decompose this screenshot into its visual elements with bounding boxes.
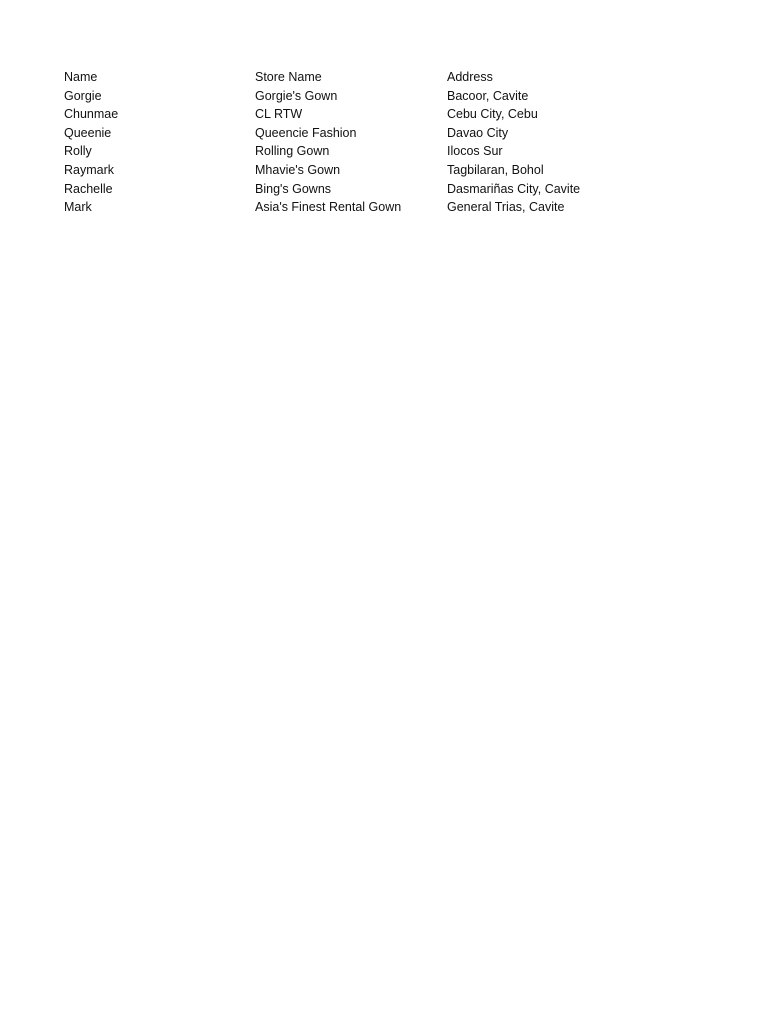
cell-store-name: Bing's Gowns [255, 181, 332, 196]
cell-store-name: CL RTW [255, 107, 303, 122]
cell-name: Mark [64, 200, 92, 215]
table-row [64, 198, 704, 217]
cell-store-name: Asia's Finest Rental Gown [255, 200, 402, 215]
cell-address: Ilocos Sur [447, 144, 503, 159]
cell-address: Davao City [447, 125, 509, 140]
cell-name: Gorgie [64, 88, 102, 103]
table-row [64, 161, 704, 180]
cell-name: Queenie [64, 125, 112, 140]
cell-store-name: Gorgie's Gown [255, 88, 338, 103]
cell-address: General Trias, Cavite [447, 200, 565, 215]
table-row [64, 180, 704, 199]
header-address: Address [447, 70, 493, 84]
cell-address: Cebu City, Cebu [447, 107, 538, 122]
cell-store-name: Queencie Fashion [255, 125, 357, 140]
table-row [64, 87, 704, 106]
table-row [64, 105, 704, 124]
cell-address: Tagbilaran, Bohol [447, 162, 544, 177]
cell-address: Dasmariñas City, Cavite [447, 181, 581, 196]
header-name: Name [64, 70, 98, 84]
header-store-name: Store Name [255, 70, 322, 84]
cell-store-name: Rolling Gown [255, 144, 330, 159]
cell-name: Raymark [64, 162, 115, 177]
table-row [64, 124, 704, 143]
cell-store-name: Mhavie's Gown [255, 162, 341, 177]
cell-address: Bacoor, Cavite [447, 88, 529, 103]
cell-name: Chunmae [64, 107, 119, 122]
table-row [64, 142, 704, 161]
table-header-row [64, 68, 704, 87]
cell-name: Rachelle [64, 181, 113, 196]
data-table [64, 68, 704, 217]
cell-name: Rolly [64, 144, 92, 159]
